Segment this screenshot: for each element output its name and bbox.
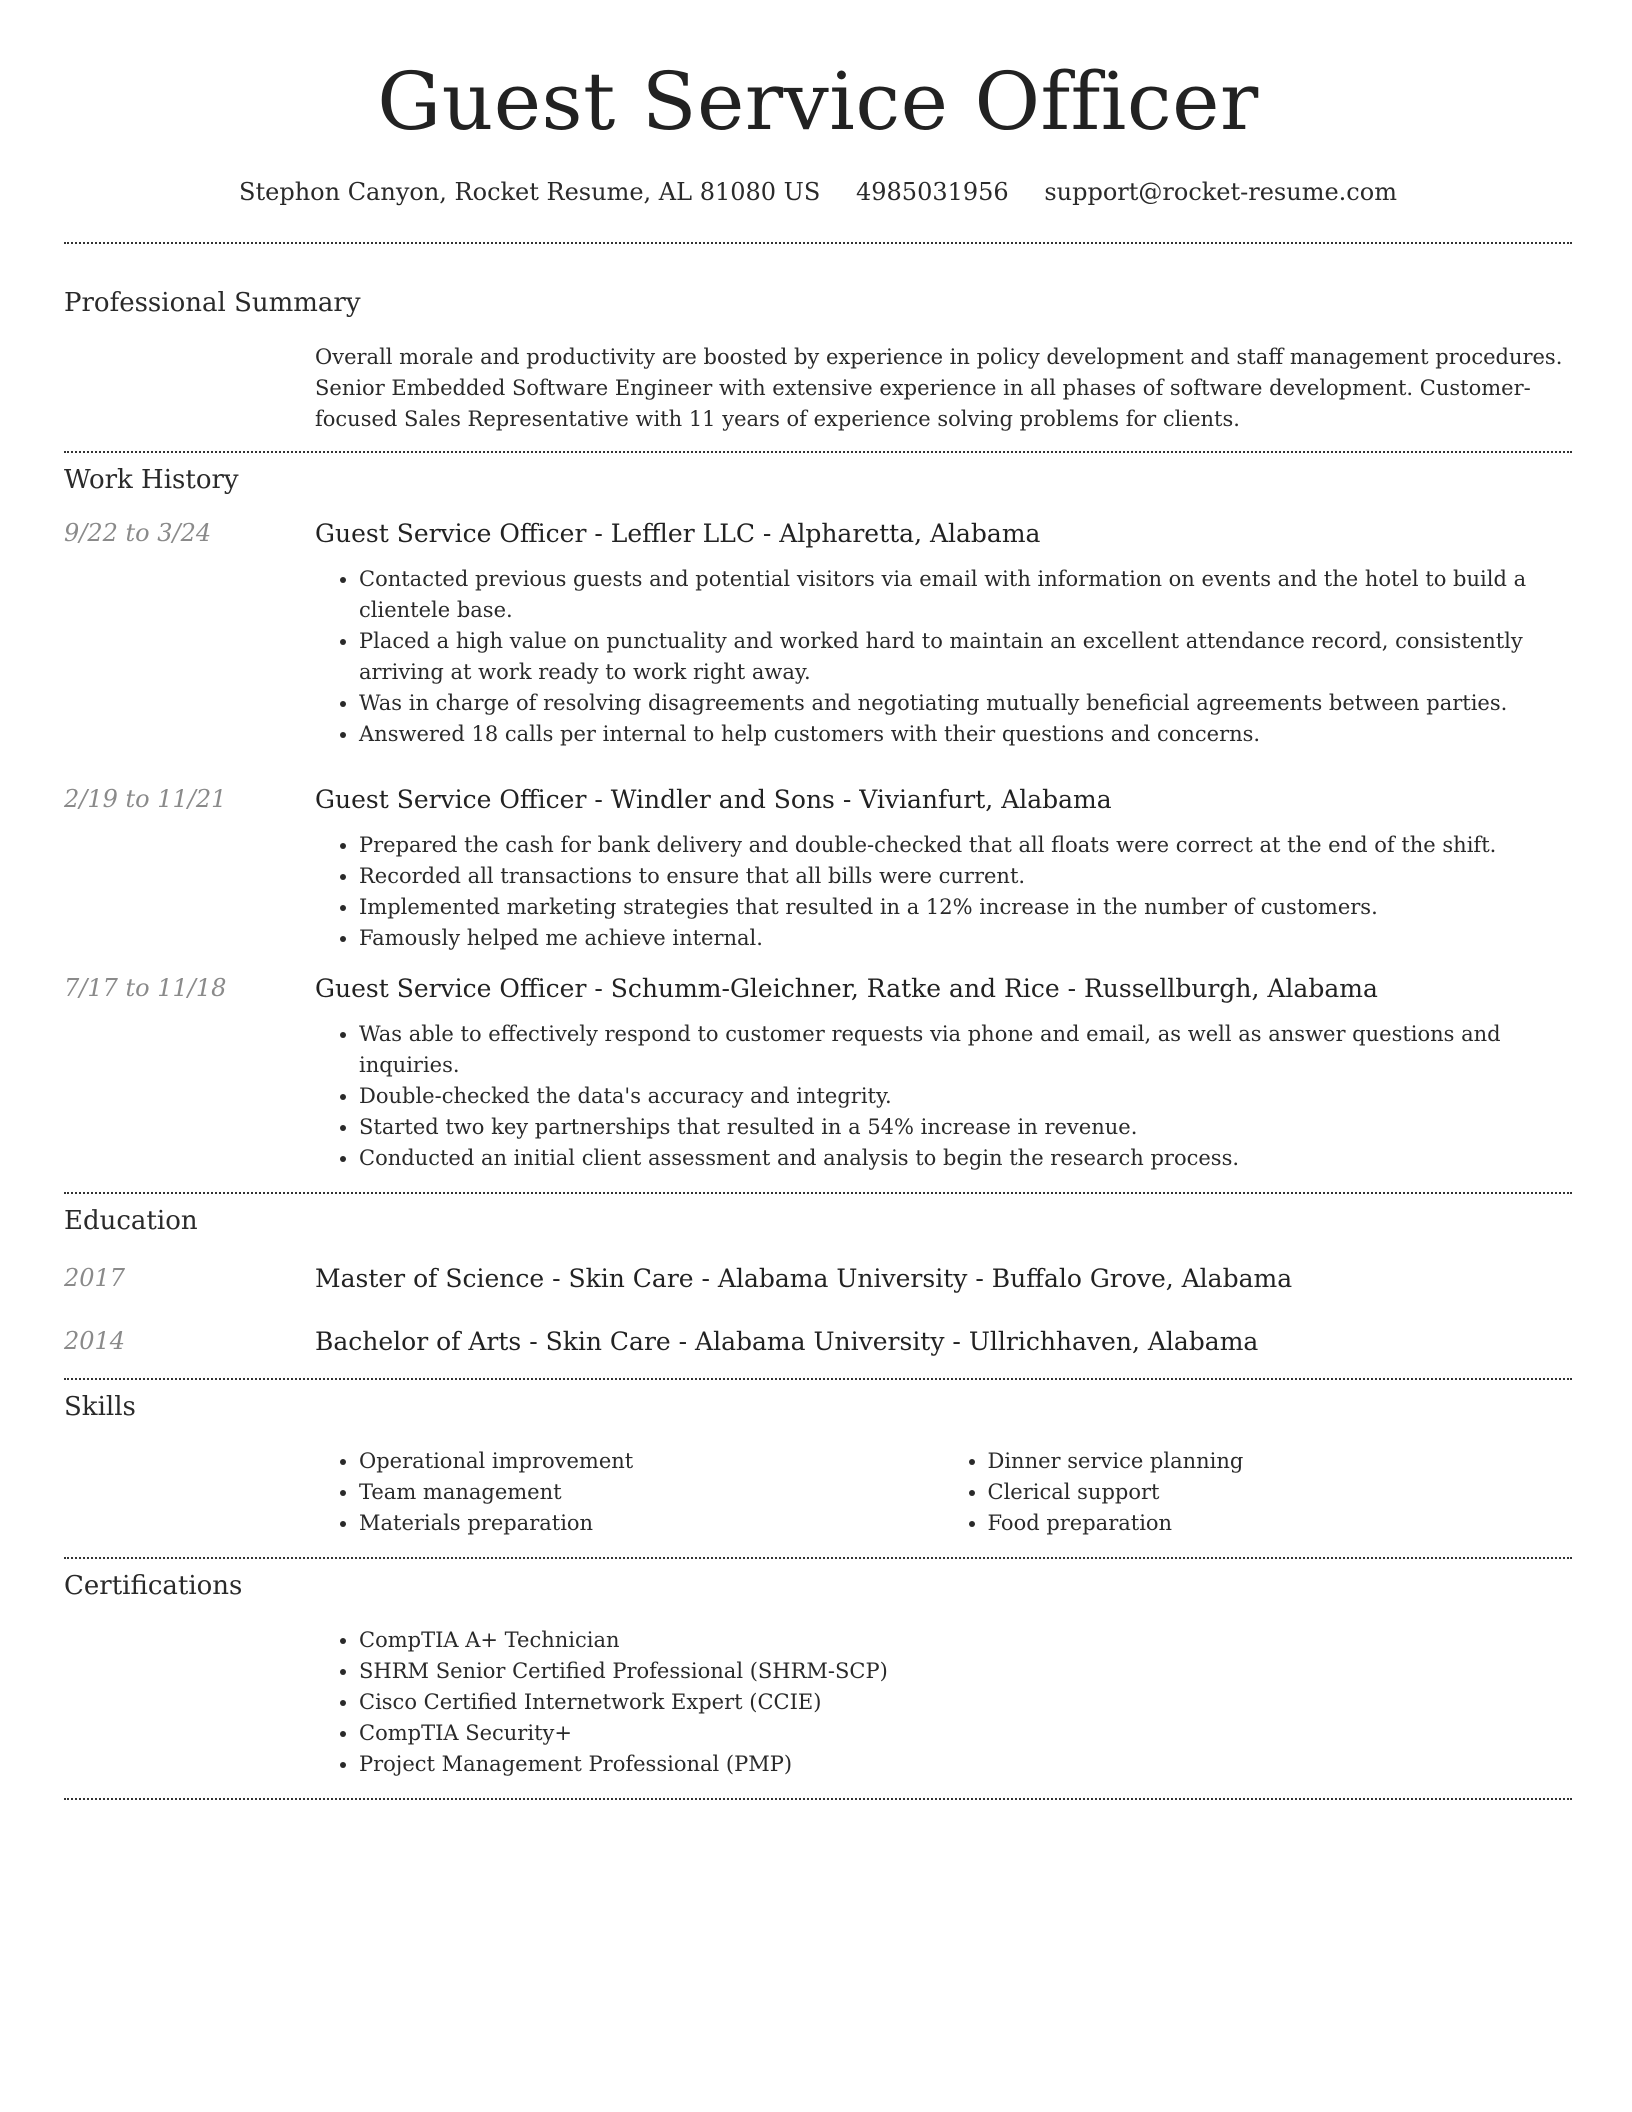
job-header: [64, 974, 1572, 1003]
list-item: • Materials preparation: [359, 1508, 944, 1539]
list-item: • Team management: [359, 1477, 944, 1508]
list-item: • Started two key partnerships that resulted in a 54% increase in revenue.: [359, 1112, 1572, 1143]
list-item: • Placed a high value on punctuality and worked hard to maintain an excellent attendance record, consistently arriving at work ready to work right away.: [359, 626, 1572, 688]
job-spacer: [64, 1019, 315, 1174]
job-bullets: [315, 564, 1572, 750]
skills-list-left: [315, 1446, 944, 1539]
list-item: • CompTIA A+ Technician: [359, 1625, 1572, 1656]
education-entry: [64, 1327, 1572, 1356]
skills-row: [64, 1446, 1572, 1539]
job-heading: Guest Service Officer - Schumm-Gleichner, Ratke and Rice - Russellburgh, Alabama: [315, 974, 1378, 1003]
job-bullets: [315, 830, 1572, 954]
summary-text: Overall morale and productivity are boosted by experience in policy development and staff management procedures. Senior Embedded Software Engineer with extensive experience in all phases of software development. Customer-focused Sales Representative with 11 years of experience solving problems for clients.: [315, 345, 1563, 431]
job-heading: Guest Service Officer - Windler and Sons - Vivianfurt, Alabama: [315, 785, 1112, 814]
contact-address: Stephon Canyon, Rocket Resume, AL 81080 US: [239, 178, 821, 206]
certifications-row: [64, 1625, 1572, 1780]
education-year: 2014: [64, 1327, 126, 1355]
list-item: • Operational improvement: [359, 1446, 944, 1477]
certifications-section: [64, 1571, 1572, 1780]
education-heading: Bachelor of Arts - Skin Care - Alabama University - Ullrichhaven, Alabama: [315, 1327, 1259, 1356]
list-item: • SHRM Senior Certified Professional (SHRM-SCP): [359, 1656, 1572, 1687]
list-item: • Answered 18 calls per internal to help customers with their questions and concerns.: [359, 719, 1572, 750]
list-item: • Contacted previous guests and potential visitors via email with information on events and the hotel to build a clientele base.: [359, 564, 1572, 626]
section-title-education: Education: [64, 1206, 198, 1236]
job-header: [64, 785, 1572, 814]
job-dates: 7/17 to 11/18: [64, 974, 227, 1002]
list-item: • CompTIA Security+: [359, 1718, 1572, 1749]
list-item: • Cisco Certified Internetwork Expert (CCIE): [359, 1687, 1572, 1718]
job-bullets: [315, 1019, 1572, 1174]
list-item: • Prepared the cash for bank delivery and double-checked that all floats were correct at the end of the shift.: [359, 830, 1572, 861]
summary-section: [64, 288, 1572, 435]
contact-line: [64, 178, 1572, 206]
section-title-work: Work History: [64, 465, 239, 495]
job-dates: 2/19 to 11/21: [64, 785, 227, 813]
divider: [64, 451, 1572, 453]
job-dates: 9/22 to 3/24: [64, 519, 212, 547]
contact-email: support@rocket-resume.com: [1044, 178, 1397, 206]
education-year: 2017: [64, 1264, 126, 1292]
job-body: [64, 1019, 1572, 1174]
skills-list-right: [944, 1446, 1573, 1539]
list-item: • Was able to effectively respond to customer requests via phone and email, as well as answer questions and inquiries.: [359, 1019, 1572, 1081]
job-spacer: [64, 564, 315, 750]
list-item: • Double-checked the data's accuracy and integrity.: [359, 1081, 1572, 1112]
job-entry: [64, 974, 1572, 1174]
certifications-spacer: [64, 1625, 315, 1780]
divider: [64, 1798, 1572, 1800]
education-heading: Master of Science - Skin Care - Alabama University - Buffalo Grove, Alabama: [315, 1264, 1293, 1293]
contact-phone: 4985031956: [855, 178, 1009, 206]
education-section: [64, 1206, 1572, 1356]
job-header: [64, 519, 1572, 548]
summary-spacer: [64, 342, 315, 435]
candidate-name: Guest Service Officer: [377, 55, 1259, 148]
summary-row: [64, 342, 1572, 435]
job-heading: Guest Service Officer - Leffler LLC - Alpharetta, Alabama: [315, 519, 1041, 548]
section-title-skills: Skills: [64, 1392, 136, 1422]
job-body: [64, 830, 1572, 954]
divider: [64, 1557, 1572, 1559]
skills-spacer: [64, 1446, 315, 1539]
list-item: • Dinner service planning: [988, 1446, 1573, 1477]
skills-section: [64, 1392, 1572, 1539]
certifications-details: [315, 1625, 1572, 1780]
list-item: • Famously helped me achieve internal.: [359, 923, 1572, 954]
list-item: • Project Management Professional (PMP): [359, 1749, 1572, 1780]
section-title-certifications: Certifications: [64, 1571, 243, 1601]
divider: [64, 242, 1572, 244]
list-item: • Clerical support: [988, 1477, 1573, 1508]
list-item: • Recorded all transactions to ensure that all bills were current.: [359, 861, 1572, 892]
job-details: [315, 830, 1572, 954]
list-item: • Conducted an initial client assessment and analysis to begin the research process.: [359, 1143, 1572, 1174]
certifications-list: [315, 1625, 1572, 1780]
job-details: [315, 564, 1572, 750]
work-history-section: [64, 465, 1572, 1174]
job-entry: [64, 519, 1572, 750]
divider: [64, 1192, 1572, 1194]
job-body: [64, 564, 1572, 750]
list-item: • Was in charge of resolving disagreements and negotiating mutually beneficial agreements between parties.: [359, 688, 1572, 719]
job-details: [315, 1019, 1572, 1174]
list-item: • Implemented marketing strategies that resulted in a 12% increase in the number of customers.: [359, 892, 1572, 923]
list-item: • Food preparation: [988, 1508, 1573, 1539]
education-entry: [64, 1264, 1572, 1293]
divider: [64, 1378, 1572, 1380]
job-entry: [64, 785, 1572, 954]
job-spacer: [64, 830, 315, 954]
resume-page: [64, 0, 1572, 1800]
skills-grid: [315, 1446, 1572, 1539]
section-title-summary: Professional Summary: [64, 288, 361, 318]
